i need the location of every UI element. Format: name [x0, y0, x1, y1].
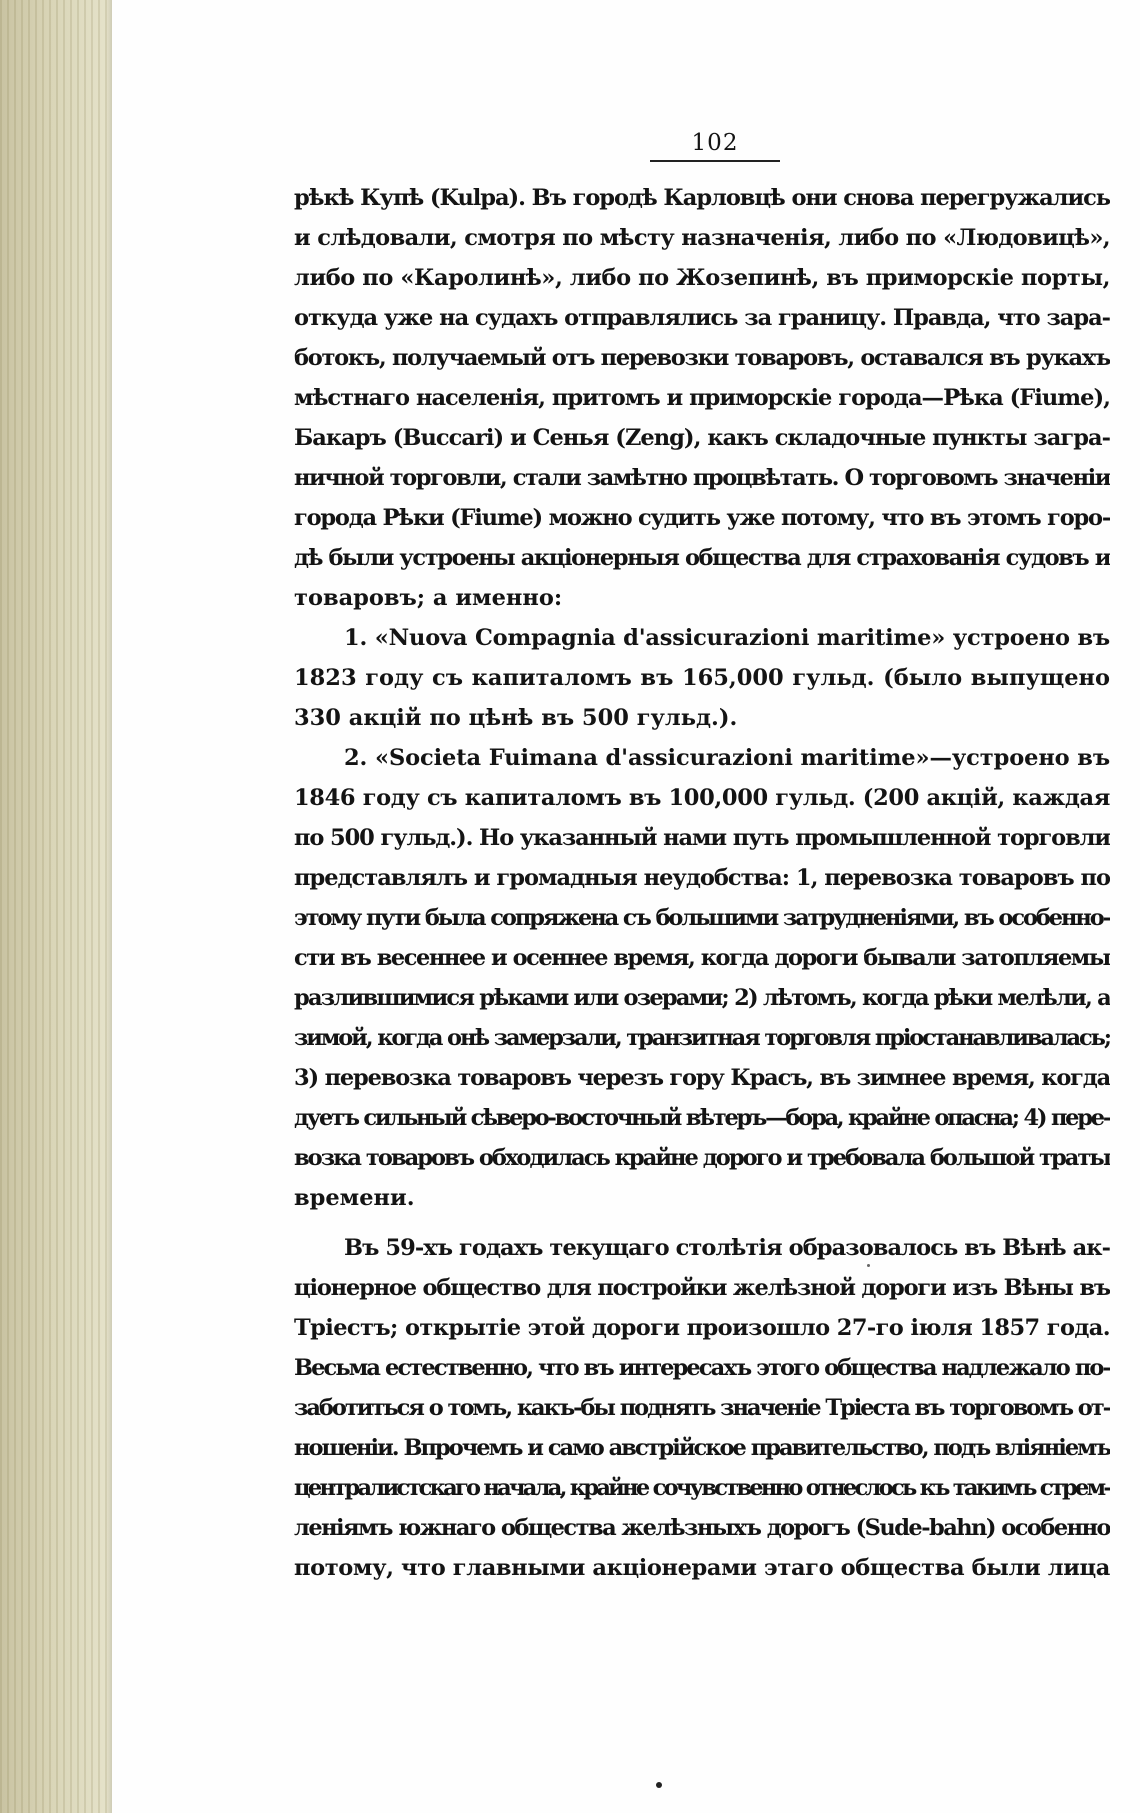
- text-line: 1823 году съ капиталомъ въ 165,000 гульд. (было выпущено: [294, 665, 1110, 691]
- text-line: либо по «Каролинѣ», либо по Жозепинѣ, въ приморскіе порты,: [294, 265, 1110, 291]
- text-line: ціонерное общество для постройки желѣзной дороги изъ Вѣны въ: [294, 1275, 1110, 1301]
- body-text: [294, 178, 1110, 1588]
- text-line: и слѣдовали, смотря по мѣсту назначенія, либо по «Людовицѣ»,: [294, 225, 1110, 251]
- text-line: рѣкѣ Купѣ (Kulpa). Въ городѣ Карловцѣ они снова перегружались: [294, 185, 1110, 211]
- text-line: леніямъ южнаго общества желѣзныхъ дорогъ (Sude-bahn) особенно: [294, 1515, 1110, 1541]
- page-number: 102: [650, 130, 780, 162]
- text-line: этому пути была сопряжена съ большими затрудненіями, въ особенно-: [294, 905, 1110, 931]
- text-line: потому, что главными акціонерами этаго общества были лица: [294, 1555, 1110, 1581]
- text-line: ничной торговли, стали замѣтно процвѣтать. О торговомъ значеніи: [294, 465, 1110, 491]
- page-end-dot: [656, 1782, 662, 1788]
- book-page-edge: [0, 0, 112, 1813]
- text-line: ношеніи. Впрочемъ и само австрійское правительство, подъ вліяніемъ: [294, 1435, 1110, 1461]
- text-line: зимой, когда онѣ замерзали, транзитная торговля пріостанавливалась;: [294, 1025, 1110, 1051]
- text-line: времени.: [294, 1185, 415, 1211]
- text-line: представлялъ и громадныя неудобства: 1, перевозка товаровъ по: [294, 865, 1110, 891]
- text-line: 1846 году съ капиталомъ въ 100,000 гульд. (200 акцій, каждая: [294, 785, 1110, 811]
- text-line: централистскаго начала, крайне сочувственно отнеслось къ такимъ стрем-: [294, 1475, 1110, 1501]
- text-line: Весьма естественно, что въ интересахъ этого общества надлежало по-: [294, 1355, 1110, 1381]
- text-line: дуетъ сильный сѣверо-восточный вѣтеръ—бора, крайне опасна; 4) пере-: [294, 1105, 1110, 1131]
- text-line: откуда уже на судахъ отправлялись за границу. Правда, что зара-: [294, 305, 1110, 331]
- text-line: 330 акцій по цѣнѣ въ 500 гульд.).: [294, 705, 738, 731]
- text-line: возка товаровъ обходилась крайне дорого и требовала большой траты: [294, 1145, 1110, 1171]
- text-line: разлившимися рѣками или озерами; 2) лѣтомъ, когда рѣки мелѣли, а: [294, 985, 1110, 1011]
- text-line: 1. «Nuova Compagnia d'assicurazioni maritime» устроено въ: [344, 625, 1110, 651]
- text-line: ботокъ, получаемый отъ перевозки товаровъ, оставался въ рукахъ: [294, 345, 1110, 371]
- text-line: сти въ весеннее и осеннее время, когда дороги бывали затопляемы: [294, 945, 1110, 971]
- text-line: 2. «Societa Fuimana d'assicurazioni maritime»—устроено въ: [344, 745, 1110, 771]
- text-line: мѣстнаго населенія, притомъ и приморскіе города—Рѣка (Fiume),: [294, 385, 1110, 411]
- paper-speck: [867, 1264, 870, 1267]
- text-line: дѣ были устроены акціонерныя общества для страхованія судовъ и: [294, 545, 1110, 571]
- text-line: товаровъ; а именно:: [294, 585, 563, 611]
- text-line: Въ 59-хъ годахъ текущаго столѣтія образовалось въ Вѣнѣ ак-: [344, 1235, 1110, 1261]
- text-line: заботиться о томъ, какъ-бы поднять значеніе Тріеста въ торговомъ от-: [294, 1395, 1110, 1421]
- text-line: Бакаръ (Buccari) и Сенья (Zeng), какъ складочные пункты загра-: [294, 425, 1110, 451]
- text-line: по 500 гульд.). Но указанный нами путь промышленной торговли: [294, 825, 1110, 851]
- text-line: города Рѣки (Fiume) можно судить уже потому, что въ этомъ горо-: [294, 505, 1110, 531]
- text-line: Тріестъ; открытіе этой дороги произошло 27-го іюля 1857 года.: [294, 1315, 1110, 1341]
- text-line: 3) перевозка товаровъ черезъ гору Красъ, въ зимнее время, когда: [294, 1065, 1110, 1091]
